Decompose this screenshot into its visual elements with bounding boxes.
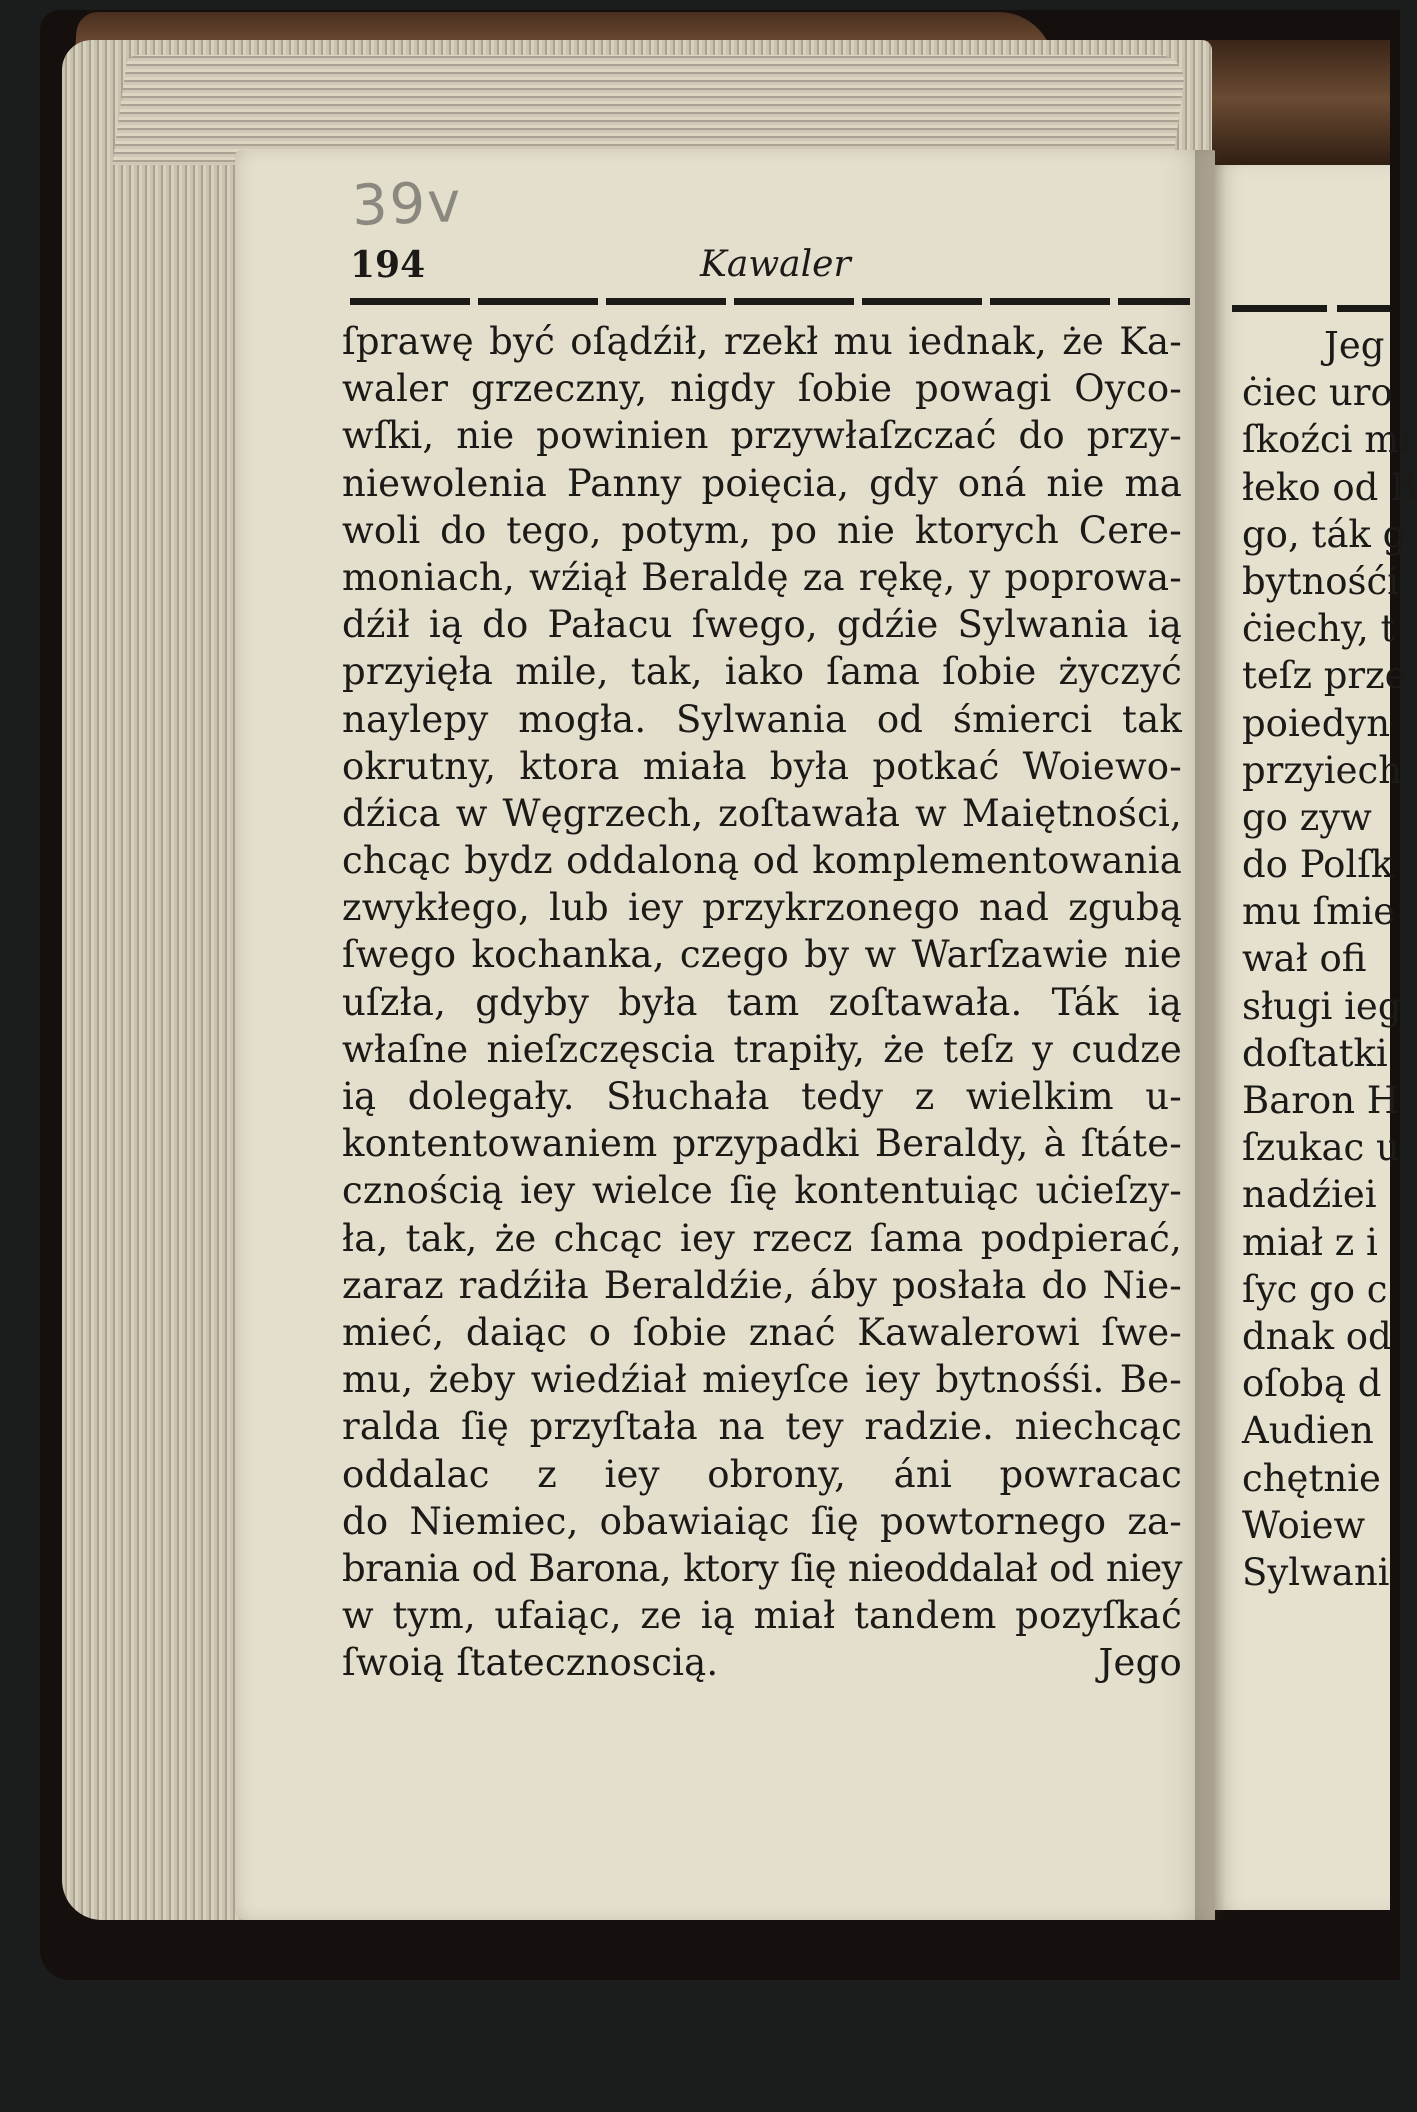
text-line: teſz prze (1242, 654, 1407, 698)
text-line: nadźiei (1242, 1173, 1377, 1217)
text-line: chcąc bydz oddaloną od komplementowania (342, 839, 1182, 883)
text-line: przyięła mile, tak, iako ſama ſobie życzyć (342, 650, 1182, 694)
text-line: zwykłego, lub iey przykrzonego nad zgubą (342, 886, 1182, 930)
left-page-text (342, 318, 1182, 1686)
right-page-text (1242, 322, 1417, 1596)
text-line: niewolenia Panny poięcia, gdy oná nie ma (342, 461, 1182, 505)
text-line: ſwoią ſtatecznoscią. (342, 1641, 719, 1685)
text-line: go, ták g (1242, 512, 1407, 556)
text-line: naylepy mogła. Sylwania od śmierci tak (342, 697, 1182, 741)
text-line: chętnie (1242, 1456, 1381, 1500)
text-line: uſzła, gdyby była tam zoſtawała. Ták ią (342, 980, 1182, 1024)
catchword: Jego (1098, 1641, 1182, 1685)
text-line: sługi ieg (1242, 984, 1402, 1028)
text-line: do Polſk (1242, 843, 1394, 887)
page-edges-top (112, 55, 1187, 165)
text-line: Woiew (1242, 1503, 1366, 1547)
text-line: waler grzeczny, nigdy ſobie powagi Oyco- (342, 367, 1182, 411)
text-line: ċiechy, t (1242, 607, 1396, 651)
text-line: Sylwani (1242, 1550, 1390, 1594)
header-rule-right (1232, 305, 1390, 312)
text-line: go zyw (1242, 795, 1372, 839)
text-line: woli do tego, potym, po nie ktorych Cere- (342, 508, 1182, 552)
text-line: okrutny, ktora miała była potkać Woiewo- (342, 744, 1182, 788)
text-line: Audien (1242, 1409, 1374, 1453)
text-line: ſprawę być oſądźił, rzekł mu iednak, że Ka- (342, 320, 1182, 363)
text-line: właſne nieſzczęscia trapiły, że teſz y cudze (342, 1027, 1182, 1071)
text-line: cznością iey wielce ſię kontentuiąc uċieſzy- (342, 1169, 1182, 1213)
text-line: oddalac z iey obrony, áni powracac (342, 1452, 1182, 1496)
text-line: mu ſmie (1242, 890, 1396, 934)
text-line: do Niemiec, obawiaiąc ſię powtornego za- (342, 1499, 1182, 1543)
text-line: Jeg (1324, 324, 1385, 367)
text-line: przyiech (1242, 748, 1403, 792)
text-line: mu, żeby wiedźiał mieyſce iey bytnośśi. Be- (342, 1358, 1182, 1402)
text-line: ſwego kochanka, czego by w Warſzawie nie (342, 933, 1182, 977)
text-line: dnak od (1242, 1314, 1392, 1358)
text-line: kontentowaniem przypadki Beraldy, à ſtáte- (342, 1122, 1182, 1166)
text-line: łeko od B (1242, 465, 1417, 509)
text-line: Baron H (1242, 1079, 1400, 1122)
text-line: ſyc go c (1242, 1267, 1388, 1311)
page-number: 194 (350, 244, 426, 286)
text-line: oſobą d (1242, 1362, 1382, 1406)
text-line: ła, tak, że chcąc iey rzecz ſama podpierać, (342, 1216, 1182, 1260)
text-line: ſkoźci mi (1242, 418, 1412, 462)
text-line: dźica w Węgrzech, zoſtawała w Maiętności, (342, 791, 1182, 835)
text-line: wał ofi (1242, 937, 1367, 981)
text-line: brania od Barona, ktory ſię nieoddalał od niey (342, 1546, 1182, 1590)
text-line: moniach, wźiął Beraldę za rękę, y poprowa- (342, 555, 1182, 599)
text-line: ſzukac u (1242, 1126, 1400, 1170)
page-gutter (1195, 150, 1225, 1920)
text-line: dźił ią do Pałacu ſwego, gdźie Sylwania ią (342, 603, 1182, 647)
text-line: w tym, ufaiąc, ze ią miał tandem pozyſkać (342, 1594, 1182, 1638)
text-line: ią dolegały. Słuchała tedy z wielkim u- (342, 1075, 1182, 1118)
text-line: zaraz radźiła Beraldźie, áby posłała do Nie- (342, 1263, 1182, 1307)
text-line: wſki, nie powinien przywłaſzczać do przy- (342, 414, 1182, 458)
text-line: ralda ſię przyſtała na tey radzie. niechcąc (342, 1405, 1182, 1449)
text-line: doſtatki (1242, 1031, 1388, 1075)
text-line: miał z i (1242, 1220, 1378, 1264)
text-line: mieć, daiąc o ſobie znać Kawalerowi ſwe- (342, 1310, 1182, 1354)
text-line: poiedyn (1242, 701, 1391, 745)
header-rule (350, 298, 1190, 305)
text-line: bytnośći (1242, 559, 1400, 603)
pencil-folio-note: 39v (350, 170, 464, 239)
text-line: ċiec uro (1242, 371, 1393, 415)
running-head: Kawaler (700, 244, 851, 285)
